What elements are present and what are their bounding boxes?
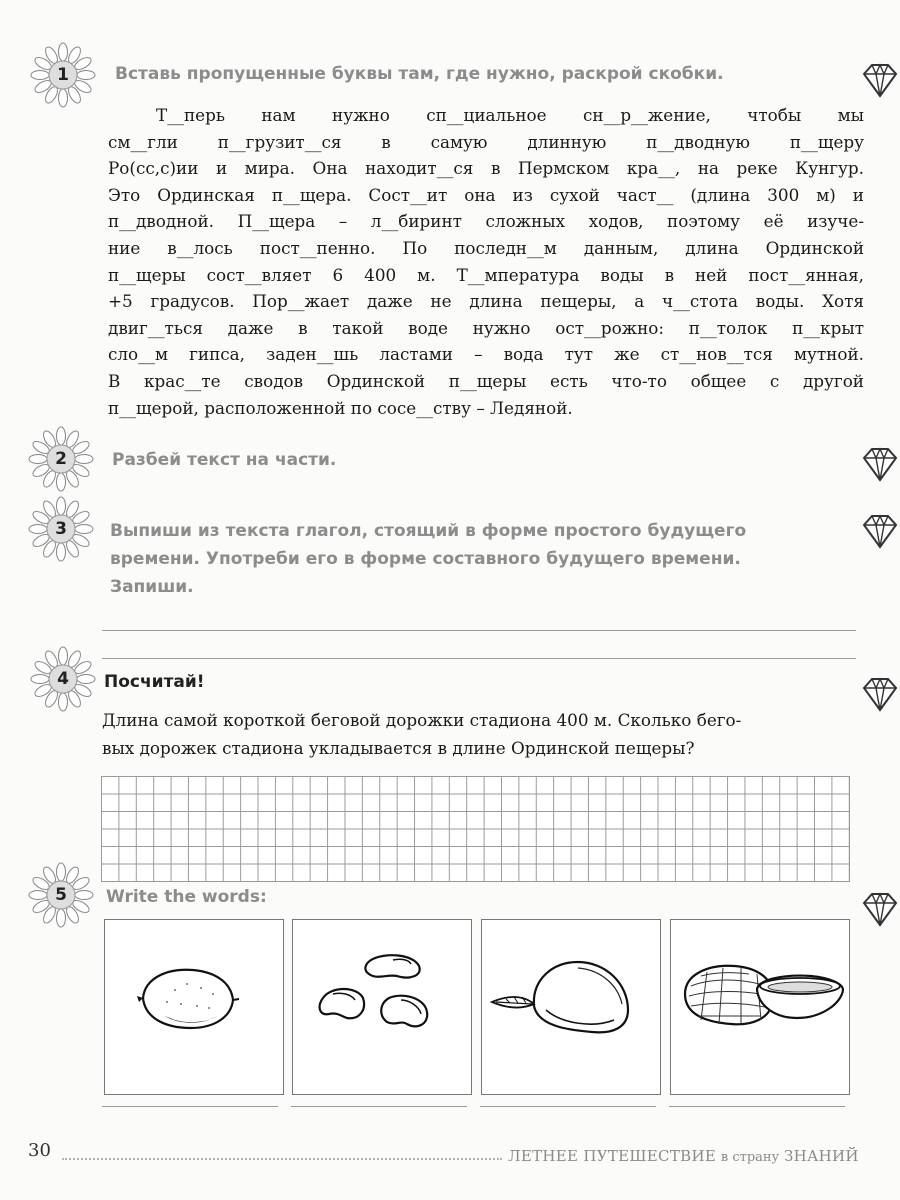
- task-4-badge: [30, 646, 96, 712]
- passage-line: п__щерой, расположенной по сосе__ству – Ледяной.: [108, 397, 573, 418]
- task-number: 4: [57, 669, 69, 689]
- passage-line: Т__перь нам нужно сп__циальное сн__р__жение, чтобы мы: [156, 105, 864, 125]
- task-4-heading: Посчитай!: [104, 672, 205, 692]
- picture-card-coconut: [670, 919, 850, 1095]
- answer-line[interactable]: [102, 658, 856, 659]
- passage-line: Ро(сс,с)ии и мира. Она находит__ся в Пермском кра__, на реке Кунгур.: [108, 158, 864, 179]
- task-3-badge: [28, 496, 94, 562]
- beans-icon: [293, 920, 471, 1094]
- answer-line[interactable]: [669, 1106, 845, 1107]
- diamond-icon: [856, 62, 900, 100]
- answer-line[interactable]: [480, 1106, 656, 1107]
- passage-text: [108, 102, 864, 421]
- picture-card-beans: [292, 919, 472, 1095]
- diamond-icon: [856, 891, 900, 929]
- answer-line[interactable]: [102, 630, 856, 631]
- book-title: [508, 1147, 859, 1165]
- task-1-heading: Вставь пропущенные буквы там, где нужно, раскрой скобки.: [115, 64, 724, 84]
- title-part: в страну: [720, 1150, 780, 1165]
- task-2-badge: [28, 426, 94, 492]
- heading-line: Выпиши из текста глагол, стоящий в форме простого будущего: [110, 521, 747, 541]
- task-number: 3: [55, 519, 67, 539]
- passage-line: +5 градусов. Пор__жает даже не длина пещеры, а ч__стота воды. Хотя: [108, 291, 864, 312]
- title-part: ЛЕТНЕЕ ПУТЕШЕСТВИЕ: [508, 1147, 717, 1165]
- passage-line: сло__м гипса, заден__шь ластами – вода тут же ст__нов__тся мутной.: [108, 344, 864, 365]
- answer-line[interactable]: [291, 1106, 467, 1107]
- task-number: 2: [55, 449, 67, 469]
- task-number: 5: [55, 885, 67, 905]
- passage-line: В крас__те сводов Ординской п__щеры есть что-то общее с другой: [108, 370, 864, 391]
- passage-line: ние в__лось пост__пенно. По последн__м данным, длина Ординской: [108, 237, 864, 258]
- passage-line: п__щеры сост__вляет 6 400 м. Т__мпература воды в ней пост__янная,: [108, 264, 864, 285]
- task-5-badge: [28, 862, 94, 928]
- task-1-badge: [30, 42, 96, 108]
- passage-line: см__гли п__грузит__ся в самую длинную п__дводную п__щеру: [108, 131, 864, 152]
- diamond-icon: [856, 446, 900, 484]
- heading-line: времени. Употреби его в форме составного будущего времени.: [110, 549, 741, 569]
- task-3-heading: [110, 517, 850, 601]
- passage-line: п__дводной. П__щера – л__биринт сложных ходов, поэтому её изуче-: [108, 211, 864, 232]
- picture-card-lemon: [104, 919, 284, 1095]
- heading-line: Запиши.: [110, 577, 194, 597]
- title-part: ЗНАНИЙ: [783, 1147, 859, 1165]
- footer-divider: [62, 1158, 502, 1160]
- passage-line: двиг__ться даже в такой воде нужно ост__рожно: п__толок п__крыт: [108, 317, 864, 338]
- task-5-heading: Write the words:: [106, 887, 267, 907]
- diamond-icon: [856, 513, 900, 551]
- page-number: 30: [28, 1140, 51, 1161]
- task-4-line: вых дорожек стадиона укладывается в длине Ординской пещеры?: [102, 738, 695, 758]
- calculation-grid[interactable]: [101, 776, 850, 882]
- mango-icon: [482, 920, 660, 1094]
- task-2-heading: Разбей текст на части.: [112, 450, 337, 470]
- picture-card-mango: [481, 919, 661, 1095]
- answer-line[interactable]: [102, 1106, 278, 1107]
- task-4-text: [102, 706, 862, 762]
- task-number: 1: [57, 65, 69, 85]
- task-4-line: Длина самой короткой беговой дорожки стадиона 400 м. Сколько бего-: [102, 710, 742, 730]
- lemon-icon: [105, 920, 283, 1094]
- passage-line: Это Ординская п__щера. Сост__ит она из сухой част__ (длина 300 м) и: [108, 184, 864, 205]
- coconut-icon: [671, 920, 849, 1094]
- diamond-icon: [856, 676, 900, 714]
